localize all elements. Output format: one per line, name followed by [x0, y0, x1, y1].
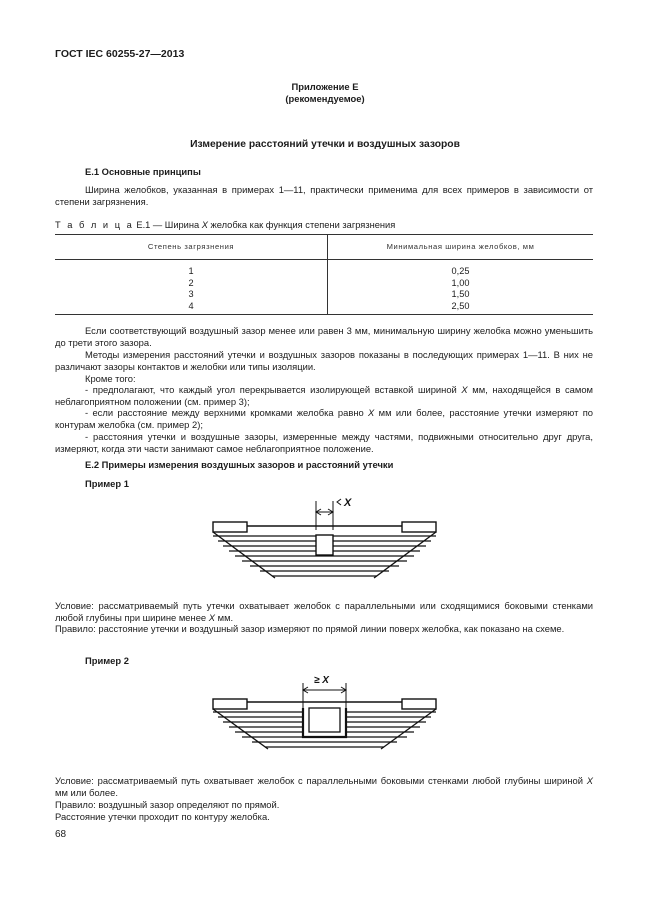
paragraph-1: Если соответствующий воздушный зазор менее или равен 3 мм, минимальную ширину желобка можно уменьшить до трети этого зазора.: [55, 325, 593, 348]
paragraph-2: Методы измерения расстояний утечки и воздушных зазоров показаны в последующих примерах 1—11. В них не различают зазоры контактов и желобки или типы изоляции.: [55, 349, 593, 372]
section-heading-2: Е.2 Примеры измерения воздушных зазоров и расстояний утечки: [85, 459, 394, 470]
paragraph-3: Кроме того:: [85, 373, 136, 384]
example-2-groove: [309, 708, 340, 732]
bullet-3: - расстояния утечки и воздушные зазоры, измеренные между частями, подвижными относительно друг друга, измеряют, когда эти части занимают самое неблагоприятное положение.: [55, 431, 593, 454]
table-header-width: Минимальная ширина желобков, мм: [328, 235, 594, 260]
example-2-condition: Условие: рассматриваемый путь охватывает желобок с параллельными боковыми стенками любой глубины шириной X мм или более.: [55, 775, 593, 798]
example-1-condition: Условие: рассматриваемый путь утечки охватывает желобок с параллельными или сходящимися боковыми стенками любой глубины при ширине менее X мм.: [55, 600, 593, 623]
section-heading-1: Е.1 Основные принципы: [85, 166, 201, 177]
annex-title: Приложение Е: [291, 81, 359, 92]
example-2-x-label: ≥ X: [314, 675, 329, 686]
example-2-heading: Пример 2: [85, 655, 129, 666]
example-1-heading: Пример 1: [85, 478, 129, 489]
bullet-1: - предполагают, что каждый угол перекрывается изолирующей вставкой шириной X мм, находящейся в самом неблагоприятном положении (см. пример 3);: [55, 384, 593, 407]
example-2-rule-2: Расстояние утечки проходит по контуру желобка.: [55, 811, 270, 822]
example-1-x-label: X: [344, 497, 352, 509]
annex-status: (рекомендуемое): [285, 93, 365, 104]
page-title: Измерение расстояний утечки и воздушных зазоров: [190, 139, 460, 150]
table-header-degree: Степень загрязнения: [55, 235, 328, 260]
table-caption: Т а б л и ц а Е.1 — Ширина X желобка как функция степени загрязнения: [55, 220, 396, 230]
table-cell-widths: 0,25 1,00 1,50 2,50: [328, 260, 594, 315]
bullet-2: - если расстояние между верхними кромками желобка равно X мм или более, расстояние утечки измеряют по контурам желобка (см. пример 2);: [55, 407, 593, 430]
example-2-rule-1: Правило: воздушный зазор определяют по прямой.: [55, 799, 280, 810]
table-cell-degrees: 1 2 3 4: [55, 260, 328, 315]
example-1-rule: Правило: расстояние утечки и воздушный зазор измеряют по прямой линии поверх желобка, как показано на схеме.: [55, 623, 565, 634]
document-code: ГОСТ IEC 60255-27—2013: [55, 48, 185, 60]
section-1-intro: Ширина желобков, указанная в примерах 1—11, практически применима для всех примеров в зависимости от степени загрязнения.: [55, 184, 593, 207]
page-number: 68: [55, 829, 67, 840]
